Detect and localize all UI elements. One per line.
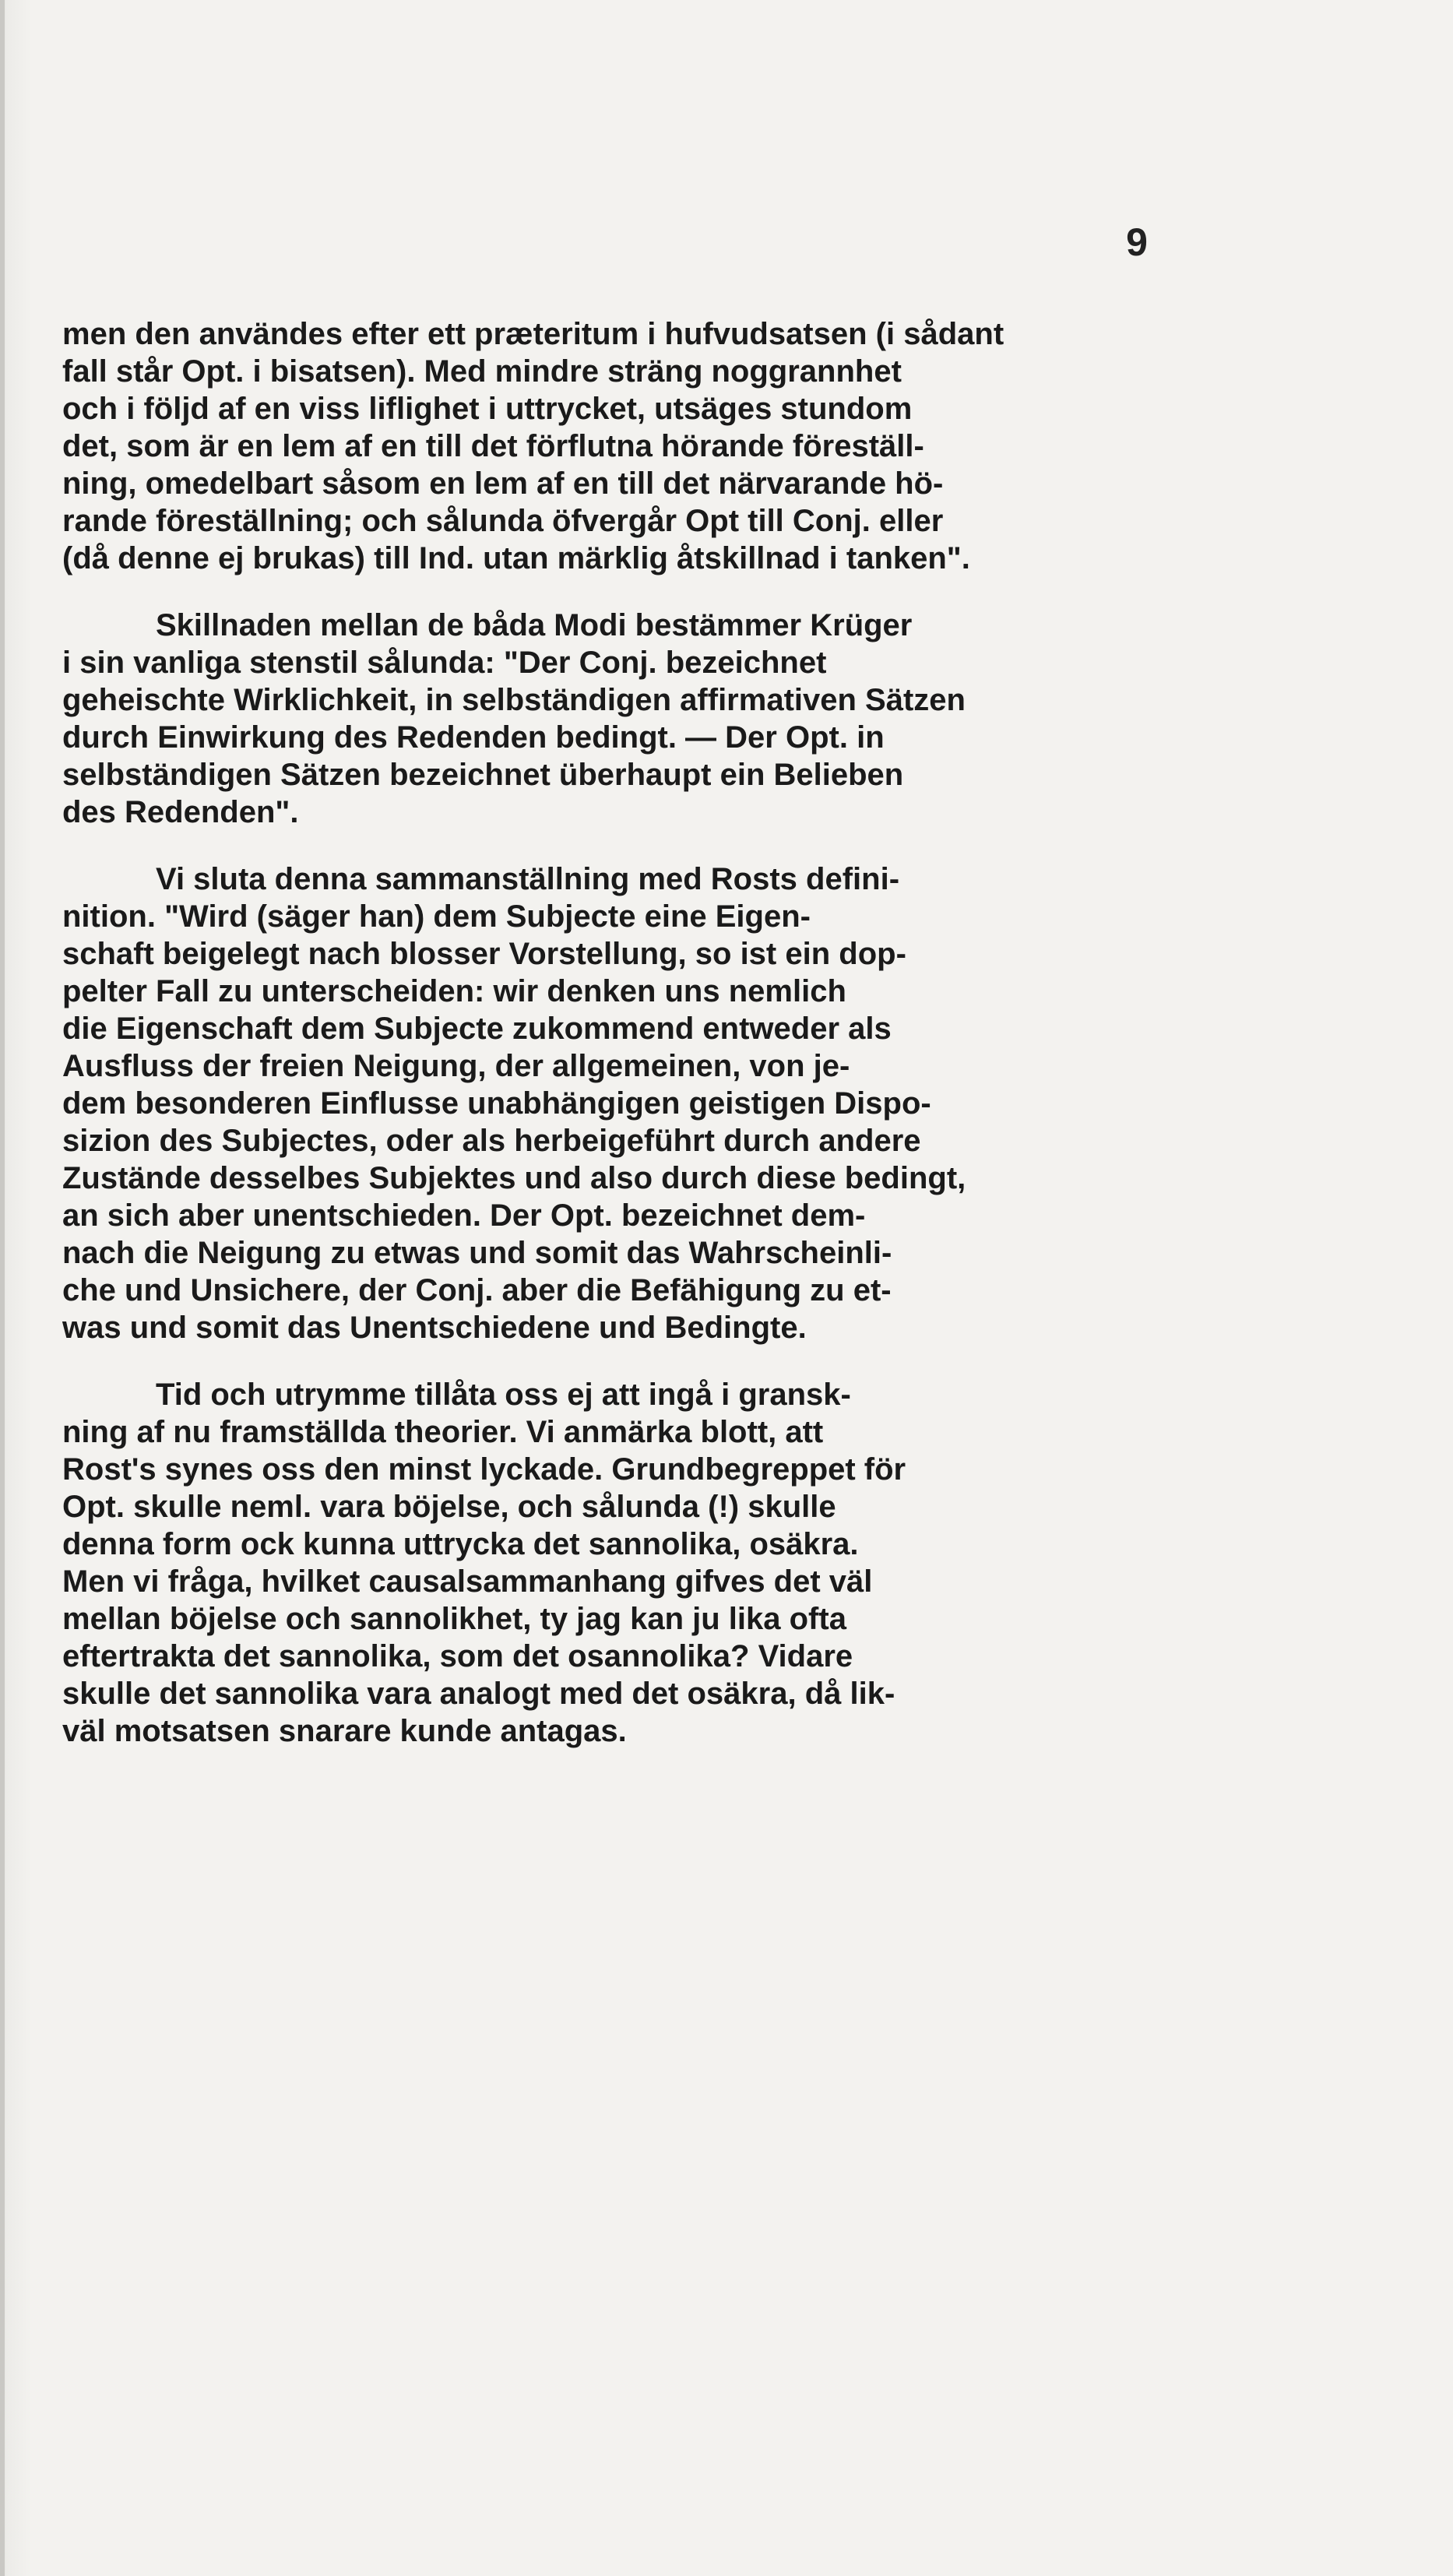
text-line: rande föreställning; och sålunda öfvergår Opt till Conj. eller [62, 504, 944, 538]
page-number: 9 [1126, 220, 1148, 264]
text-line: men den användes efter ett præteritum i hufvudsatsen (i sådant [62, 317, 1004, 351]
text-line: (då denne ej brukas) till Ind. utan märklig åtskillnad i tanken". [62, 541, 970, 575]
text-line: durch Einwirkung des Redenden bedingt. — Der Opt. in [62, 720, 885, 755]
text-line: fall står Opt. i bisatsen). Med mindre sträng noggrannhet [62, 354, 902, 389]
text-line: dem besonderen Einflusse unabhängigen geistigen Dispo- [62, 1086, 931, 1121]
text-line: Tid och utrymme tillåta oss ej att ingå i gransk- [156, 1378, 851, 1412]
text-line: geheischte Wirklichkeit, in selbständigen affirmativen Sätzen [62, 683, 966, 717]
text-line: ning af nu framställda theorier. Vi anmärka blott, att [62, 1415, 824, 1449]
text-line: che und Unsichere, der Conj. aber die Befähigung zu et- [62, 1273, 892, 1307]
text-line: Skillnaden mellan de båda Modi bestämmer Krüger [156, 608, 913, 642]
page-edge-shadow [0, 0, 5, 2576]
paragraph-2 [62, 607, 1230, 831]
body-text [62, 315, 1230, 1750]
text-line: pelter Fall zu unterscheiden: wir denken uns nemlich [62, 974, 846, 1008]
text-line: Men vi fråga, hvilket causalsammanhang gifves det väl [62, 1564, 873, 1599]
paragraph-4 [62, 1376, 1230, 1750]
text-line: Zustände desselbes Subjektes und also durch diese bedingt, [62, 1161, 966, 1195]
text-line: denna form ock kunna uttrycka det sannolika, osäkra. [62, 1527, 859, 1561]
text-line: det, som är en lem af en till det förflutna hörande föreställ- [62, 429, 924, 463]
text-line: Rost's synes oss den minst lyckade. Grundbegreppet för [62, 1452, 906, 1487]
paragraph-1 [62, 315, 1230, 577]
text-line: an sich aber unentschieden. Der Opt. bezeichnet dem- [62, 1198, 866, 1233]
text-line: selbständigen Sätzen bezeichnet überhaupt ein Belieben [62, 758, 904, 792]
text-line: nach die Neigung zu etwas und somit das Wahrscheinli- [62, 1236, 892, 1270]
text-line: des Redenden". [62, 795, 299, 829]
paragraph-3 [62, 860, 1230, 1346]
text-line: Opt. skulle neml. vara böjelse, och sålunda (!) skulle [62, 1490, 836, 1524]
text-line: Ausfluss der freien Neigung, der allgemeinen, von je- [62, 1049, 850, 1083]
text-line: schaft beigelegt nach blosser Vorstellung, so ist ein dop- [62, 937, 906, 971]
text-line: Vi sluta denna sammanställning med Rosts defini- [156, 862, 900, 896]
text-line: was und somit das Unentschiedene und Bedingte. [62, 1311, 807, 1345]
text-line: skulle det sannolika vara analogt med det osäkra, då lik- [62, 1677, 895, 1711]
text-line: die Eigenschaft dem Subjecte zukommend entweder als [62, 1012, 892, 1046]
text-line: ning, omedelbart såsom en lem af en till det närvarande hö- [62, 466, 944, 501]
text-line: eftertrakta det sannolika, som det osannolika? Vidare [62, 1639, 853, 1673]
text-line: mellan böjelse och sannolikhet, ty jag kan ju lika ofta [62, 1602, 846, 1636]
text-line: sizion des Subjectes, oder als herbeigeführt durch andere [62, 1124, 921, 1158]
text-line: väl motsatsen snarare kunde antagas. [62, 1714, 627, 1748]
text-line: och i följd af en viss liflighet i uttrycket, utsäges stundom [62, 392, 913, 426]
text-line: i sin vanliga stenstil sålunda: "Der Conj. bezeichnet [62, 646, 827, 680]
text-line: nition. "Wird (säger han) dem Subjecte eine Eigen- [62, 899, 811, 934]
